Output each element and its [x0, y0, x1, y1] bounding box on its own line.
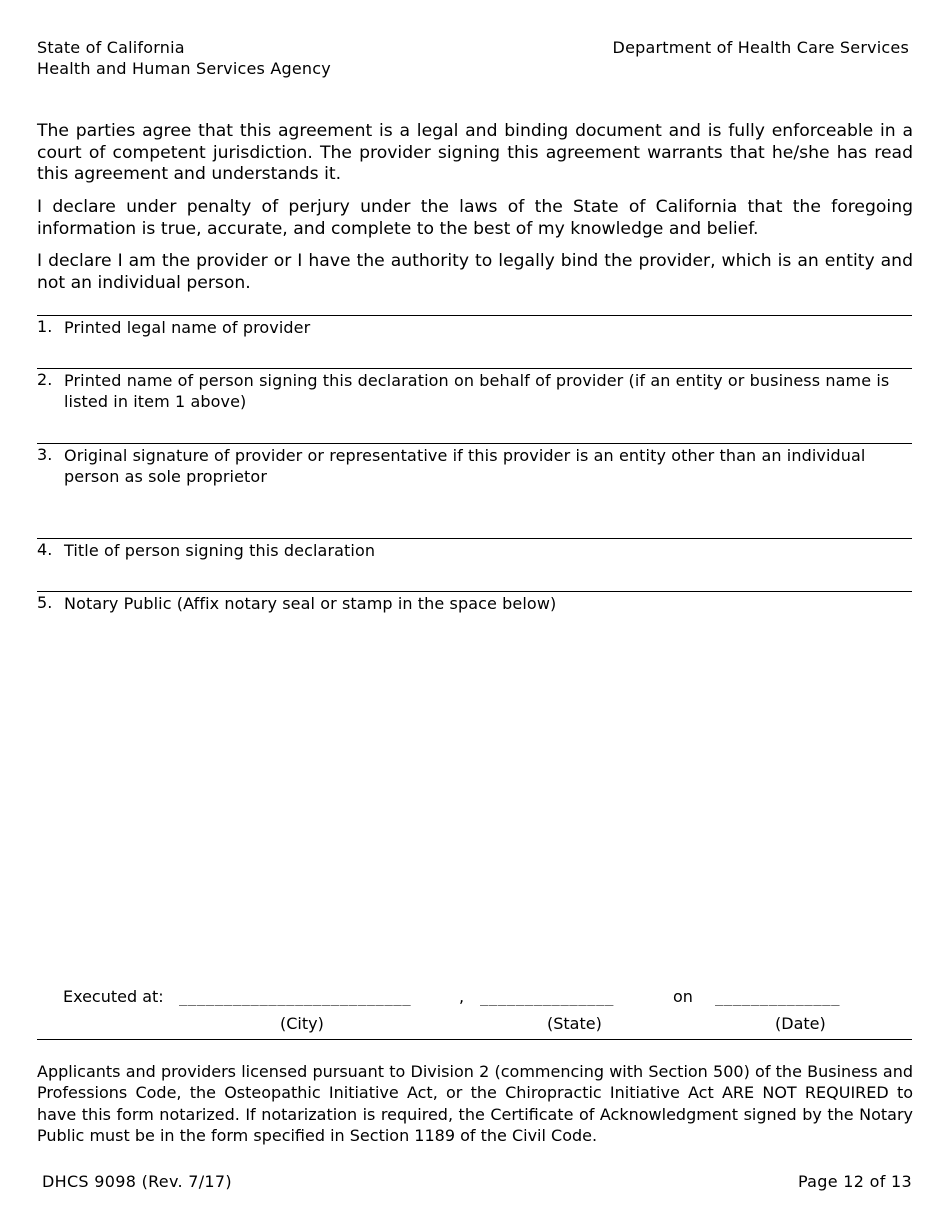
field-signer-title[interactable]	[37, 538, 912, 561]
city-comma: ,	[459, 987, 465, 1006]
agency-name: Health and Human Services Agency	[37, 59, 331, 78]
form-id: DHCS 9098 (Rev. 7/17)	[42, 1172, 232, 1191]
item-number: 4.	[37, 540, 53, 559]
date-blank[interactable]: ______________	[715, 990, 841, 1006]
executed-at-label: Executed at:	[63, 987, 164, 1006]
divider-line	[37, 1039, 912, 1040]
state-caption: (State)	[547, 1014, 602, 1033]
notarization-note: Applicants and providers licensed pursuant to Division 2 (commencing with Section 500) of the Business and Professions Code, the Osteopathic Initiative Act, or the Chiropractic Initiative Act ARE NOT REQUIRED to have this form notarized. If notarization is required, the Certificate of Acknowledgment signed by the Notary Public must be in the form specified in Section 1189 of the Civil Code.	[37, 1062, 913, 1145]
header-left	[37, 37, 331, 79]
item-number: 2.	[37, 370, 53, 389]
item-label: Notary Public (Affix notary seal or stamp in the space below)	[64, 594, 557, 613]
authority-paragraph: I declare I am the provider or I have the authority to legally bind the provider, which is an entity and not an individual person.	[37, 251, 913, 293]
item-label: Original signature of provider or representative if this provider is an entity other than an individual person as sole proprietor	[64, 446, 866, 486]
item-number: 5.	[37, 593, 53, 612]
city-blank[interactable]: __________________________	[179, 990, 412, 1006]
agreement-paragraph: The parties agree that this agreement is a legal and binding document and is fully enforceable in a court of competent jurisdiction. The provider signing this agreement warrants that he/she has read this agreement and understands it.	[37, 121, 913, 184]
field-signer-printed-name[interactable]	[37, 368, 912, 412]
on-label: on	[673, 987, 693, 1006]
item-label: Printed legal name of provider	[64, 318, 311, 337]
field-notary-public[interactable]	[37, 591, 912, 614]
state-blank[interactable]: _______________	[480, 990, 614, 1006]
state-name: State of California	[37, 38, 185, 57]
item-label: Title of person signing this declaration	[64, 541, 376, 560]
header-right	[613, 37, 909, 58]
perjury-paragraph: I declare under penalty of perjury under the laws of the State of California that the foregoing information is true, accurate, and complete to the best of my knowledge and belief.	[37, 197, 913, 239]
city-caption: (City)	[280, 1014, 324, 1033]
field-original-signature[interactable]	[37, 443, 912, 487]
item-number: 1.	[37, 317, 53, 336]
date-caption: (Date)	[775, 1014, 826, 1033]
item-number: 3.	[37, 445, 53, 464]
field-provider-legal-name[interactable]	[37, 315, 912, 338]
item-label: Printed name of person signing this declaration on behalf of provider (if an entity or business name is listed in item 1 above)	[64, 371, 890, 411]
page-number: Page 12 of 13	[797, 1172, 912, 1191]
department-name: Department of Health Care Services	[612, 38, 909, 57]
